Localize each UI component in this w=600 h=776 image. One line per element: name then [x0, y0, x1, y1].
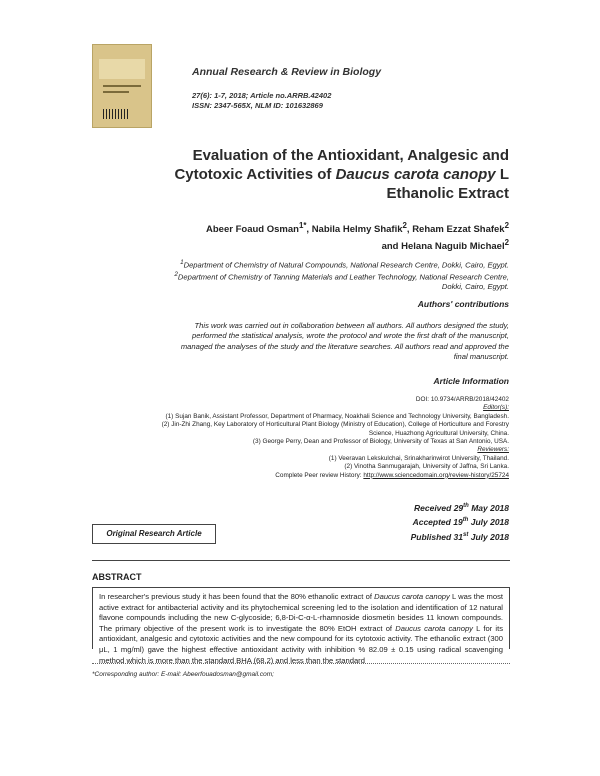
journal-cover-image [92, 44, 152, 128]
barcode-icon [103, 109, 129, 119]
author-list: Abeer Foaud Osman$^{1*}$, Nabila Helmy Shafik$^2$, Reham Ezzat Shafek$^2$ and Helana Naguib Michael$^2$ [206, 221, 509, 253]
abstract-heading: ABSTRACT [92, 572, 142, 582]
affiliations: $^1$Department of Chemistry of Natural Compounds, National Research Centre, Dokki, Cairo, Egypt. $^2$Department of Chemistry of Tanning Materials and Leather Technology, National Research Centre, Dokki, Cairo, Egypt. [174, 259, 509, 292]
publication-dates: Received 29th May 2018 Accepted 19th July 2018 Published 31st July 2018 [410, 502, 509, 542]
article-info-heading: Article Information [433, 376, 509, 386]
contributions-heading: Authors' contributions [417, 299, 509, 309]
review-history-link[interactable]: http://www.sciencedomain.org/review-history/25724 [363, 471, 509, 479]
divider [92, 560, 510, 561]
journal-name: Annual Research & Review in Biology [192, 66, 382, 78]
contributions-text: This work was carried out in collaboration between all authors. All authors designed the study, performed the statistical analysis, wrote the protocol and wrote the first draft of the manuscript, managed the analyses of the study and the literature searches. All authors read and approved the final manuscript. [180, 321, 509, 362]
journal-issn: ISSN: 2347-565X, NLM ID: 101632869 [192, 101, 323, 110]
abstract-text: In researcher's previous study it has been found that the 80% ethanolic extract of Daucus carota canopy L was the most active extract for antibacterial activity and its phytochemical screening led to the isolation and identification of 12 natural flavone compounds including the new C-glycoside; 6,8-Di-C-α-L-rhamnoside diosmetin besides 11 known compounds. The primary objective of the present work is to investigate the 80% EtOH extract of Daucus carota canopy L for its antioxidant, analgesic and cytotoxic activities and the new compound for its cytotoxic activity. The ethanolic extract (300 μL, 1 mg/ml) gave the highest effective antioxidant activity with inhibition % 82.09 ± 0.15 using radical scavenging method which is more than the standard BHA (68.2) and less than the standard [92, 587, 510, 649]
journal-citation: 27(6): 1-7, 2018; Article no.ARRB.42402 [192, 91, 332, 100]
article-type-box: Original Research Article [92, 524, 216, 544]
corresponding-author-footnote: *Corresponding author: E-mail: Abeerfouadosman@gmail.com; [92, 671, 274, 678]
article-info: DOI: 10.9734/ARRB/2018/42402 Editor(s): (1) Sujan Banik, Assistant Professor, Department of Pharmacy, Noakhali Science and Technology University, Bangladesh. (2) Jin-Zhi Zhang, Key Laboratory of Horticultural Plant Biology (Ministry of Education), College of Horticulture and Forestry Science, Huazhong Agricultural University, China. (3) George Perry, Dean and Professor of Biology, University of Texas at San Antonio, USA. Reviewers: (1) Veeravan Lekskulchai, Srinakharinwirot University, Thailand. (2) Vinotha Sanmugarajah, University of Jaffna, Sri Lanka. Complete Peer review History: http://www.sciencedomain.org/review-history/25724 [161, 396, 509, 479]
paper-title: Evaluation of the Antioxidant, Analgesic and Cytotoxic Activities of Daucus carota canopy L Ethanolic Extract [174, 147, 509, 202]
footnote-divider [92, 663, 510, 664]
